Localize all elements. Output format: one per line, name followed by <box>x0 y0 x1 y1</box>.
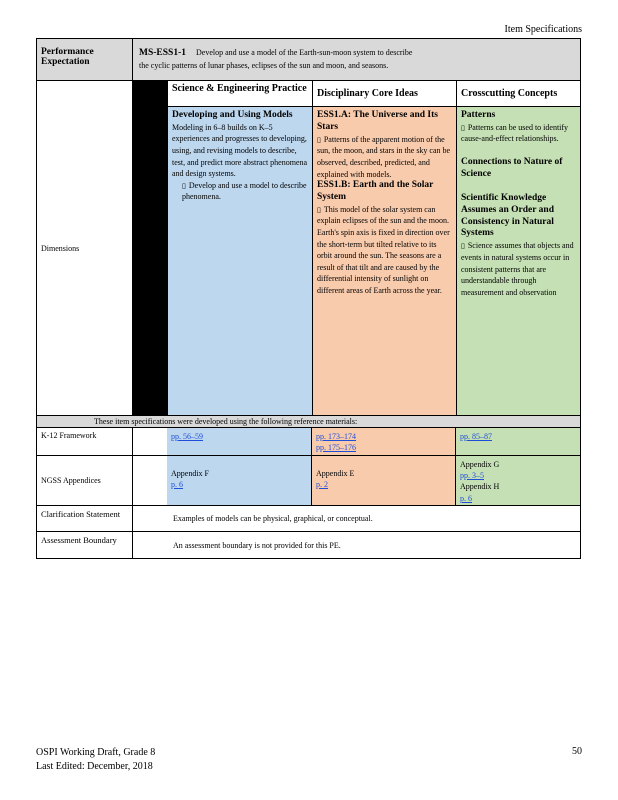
dimensions-row <box>37 81 580 416</box>
k12-label: K-12 Framework <box>37 428 133 455</box>
ngss-dci-text: Appendix E <box>316 469 355 478</box>
sep-column <box>168 81 313 415</box>
dci-heading: Disciplinary Core Ideas <box>313 81 456 107</box>
ngss-ccc-text-1: Appendix G <box>460 460 500 469</box>
ngss-dci-cell <box>312 456 456 505</box>
ngss-sep-cell <box>167 456 312 505</box>
ngss-appendices-row <box>37 456 580 506</box>
reference-note: These item specifications were developed using the following reference materials: <box>37 416 580 428</box>
clarification-text: Examples of models can be physical, graphical, or conceptual. <box>173 514 373 523</box>
sep-heading: Science & Engineering Practice <box>168 81 312 107</box>
k12-ccc-link[interactable]: pp. 85–87 <box>460 432 492 441</box>
k12-spacer <box>133 428 167 455</box>
k12-sep-link[interactable]: pp. 56–59 <box>171 432 203 441</box>
ngss-ccc-text-2: Appendix H <box>460 482 500 492</box>
ngss-ccc-link-1[interactable]: pp. 3–5 <box>460 471 484 481</box>
ngss-dci-link[interactable]: p. 2 <box>316 480 328 490</box>
page-number: 50 <box>572 746 582 757</box>
sep-body: Modeling in 6–8 builds on K–5 experiences and progresses to developing, using, and revising models to describe, test, and predict more abstract phenomena and design systems. <box>172 122 308 179</box>
dci-column <box>313 81 457 415</box>
ngss-sep-text: Appendix F <box>171 469 209 478</box>
footer-line-1: OSPI Working Draft, Grade 8 <box>36 747 156 758</box>
performance-expectation-row <box>37 39 580 81</box>
pe-code: MS-ESS1-1 <box>139 48 186 58</box>
k12-ccc-cell <box>456 428 580 455</box>
redaction-bar <box>133 81 168 415</box>
boundary-label: Assessment Boundary <box>37 532 133 558</box>
pe-label: Performance Expectation <box>37 39 133 80</box>
dimensions-body <box>133 81 580 415</box>
ccc-subheading-1: Patterns <box>461 110 496 120</box>
page-header-title: Item Specifications <box>504 24 582 35</box>
dci-bullet-2: ▯ This model of the solar system can explain eclipses of the sun and the moon. Earth's spin axis is fixed in direction over the short-term but tilted relative to its orbit around the sun. The seasons are a result of that tilt and are caused by the differential intensity of sunlight on different areas of Earth across the year. <box>317 204 452 297</box>
boundary-text: An assessment boundary is not provided for this PE. <box>173 540 341 550</box>
dci-subheading-2: ESS1.B: Earth and the Solar System <box>317 180 434 202</box>
ccc-bullet-3: ▯ Science assumes that objects and events in natural systems occur in consistent patterns that are understandable through measurement and observation <box>461 240 576 298</box>
ccc-bullet-1: ▯ Patterns can be used to identify cause-and-effect relationships. <box>461 122 576 145</box>
ngss-spacer <box>133 456 167 505</box>
ngss-ccc-cell <box>456 456 580 505</box>
ngss-sep-link[interactable]: p. 6 <box>171 480 183 490</box>
sep-bullet: ▯ Develop and use a model to describe phenomena. <box>172 180 308 203</box>
k12-dci-link-2[interactable]: pp. 175–176 <box>316 443 356 453</box>
clarification-label: Clarification Statement <box>37 506 133 531</box>
pe-text-line2: the cyclic patterns of lunar phases, eclipses of the sun and moon, and seasons. <box>139 61 389 71</box>
page-footer <box>36 746 155 773</box>
k12-dci-link-1[interactable]: pp. 173–174 <box>316 432 356 441</box>
ccc-subheading-3: Scientific Knowledge Assumes an Order and Consistency in Natural Systems <box>461 192 554 239</box>
k12-dci-cell <box>312 428 456 455</box>
dci-bullet-1: ▯ Patterns of the apparent motion of the sun, the moon, and stars in the sky can be observed, described, predicted, and explained with models. <box>317 134 452 180</box>
dimensions-label: Dimensions <box>37 81 133 415</box>
k12-sep-cell <box>167 428 312 455</box>
ccc-heading: Crosscutting Concepts <box>457 81 580 107</box>
ngss-ccc-link-2[interactable]: p. 6 <box>460 493 472 503</box>
pe-content <box>133 39 580 80</box>
footer-line-2: Last Edited: December, 2018 <box>36 760 153 772</box>
sep-subheading: Developing and Using Models <box>172 110 293 120</box>
item-spec-table <box>36 38 581 559</box>
dci-subheading-1: ESS1.A: The Universe and Its Stars <box>317 110 438 132</box>
ccc-column <box>457 81 580 415</box>
ngss-label: NGSS Appendices <box>37 456 133 505</box>
assessment-boundary-row <box>37 532 580 558</box>
clarification-row <box>37 506 580 532</box>
pe-text-line1: Develop and use a model of the Earth-sun-moon system to describe <box>195 48 413 57</box>
ccc-subheading-2: Connections to Nature of Science <box>461 157 563 179</box>
k12-framework-row <box>37 428 580 456</box>
